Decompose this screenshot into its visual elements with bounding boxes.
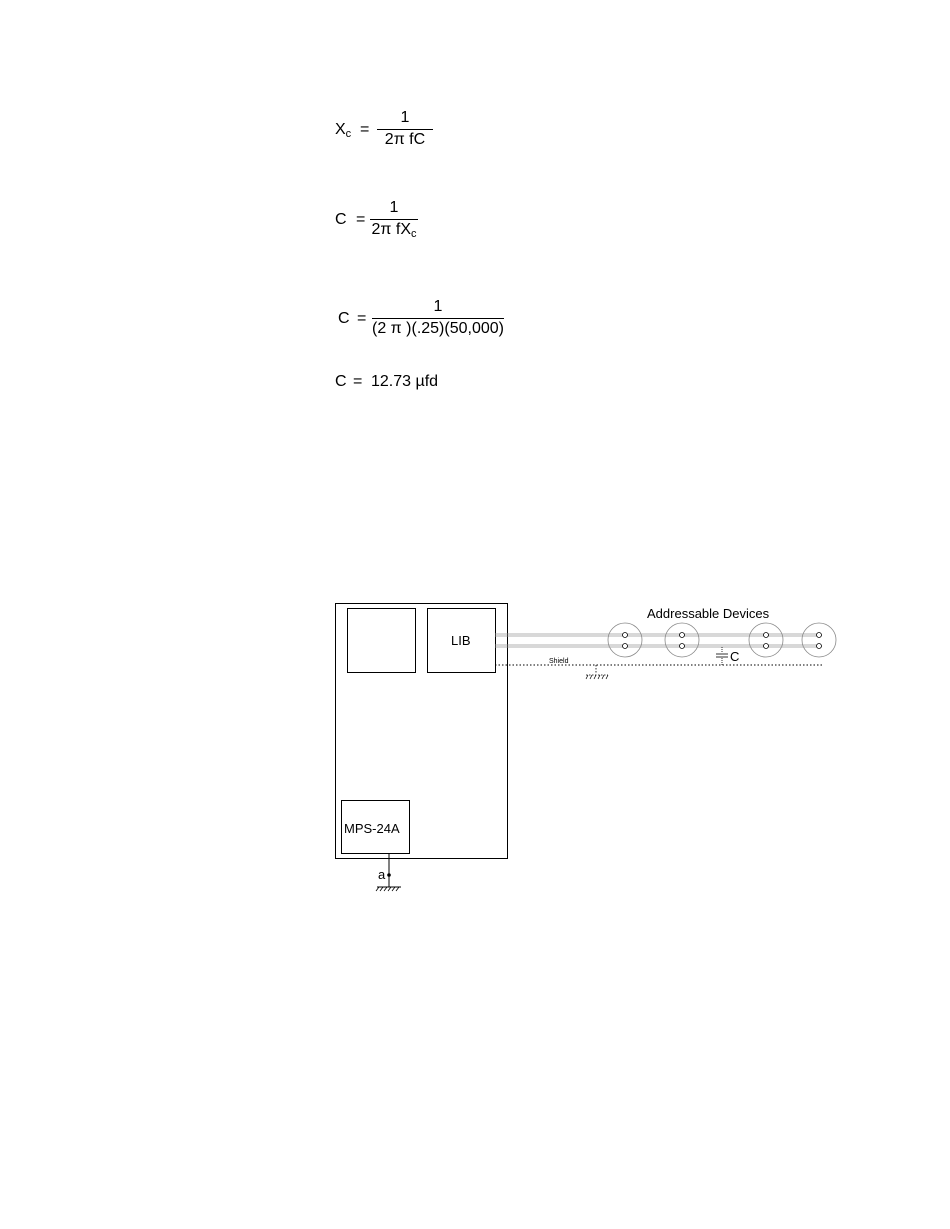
equals-sign: = bbox=[353, 373, 363, 390]
ground-point-label: a bbox=[378, 867, 386, 882]
shield-earth-ground bbox=[586, 665, 608, 679]
slc-wiring bbox=[495, 634, 820, 647]
capacitor-symbol bbox=[716, 647, 728, 665]
equation-lhs: C bbox=[335, 373, 347, 390]
addressable-devices-label: Addressable Devices bbox=[647, 606, 770, 621]
equation-lhs: C bbox=[335, 211, 347, 228]
numerator: 1 bbox=[433, 298, 443, 315]
mps-24a-label: MPS-24A bbox=[344, 821, 400, 836]
numerator: 1 bbox=[400, 109, 410, 126]
numerator: 1 bbox=[389, 199, 399, 216]
addressable-device bbox=[802, 623, 836, 657]
equation-lhs: C bbox=[338, 310, 350, 327]
equals-sign: = bbox=[357, 310, 367, 327]
unlabeled-module bbox=[348, 609, 416, 673]
addressable-device bbox=[665, 623, 699, 657]
result-value: 12.73 µfd bbox=[371, 373, 439, 390]
denominator: 2π fC bbox=[384, 131, 426, 148]
denominator: (2 π )(.25)(50,000) bbox=[372, 320, 504, 337]
lib-label: LIB bbox=[451, 633, 471, 648]
capacitor-label: C bbox=[730, 649, 740, 664]
denominator: 2π $fX_c$ bbox=[371, 221, 417, 240]
shield-label: Shield bbox=[549, 658, 569, 665]
equals-sign: = bbox=[360, 121, 370, 138]
addressable-device bbox=[749, 623, 783, 657]
equals-sign: = bbox=[356, 211, 366, 228]
equation-lhs: $X_c$ bbox=[335, 121, 352, 140]
addressable-device bbox=[608, 623, 642, 657]
